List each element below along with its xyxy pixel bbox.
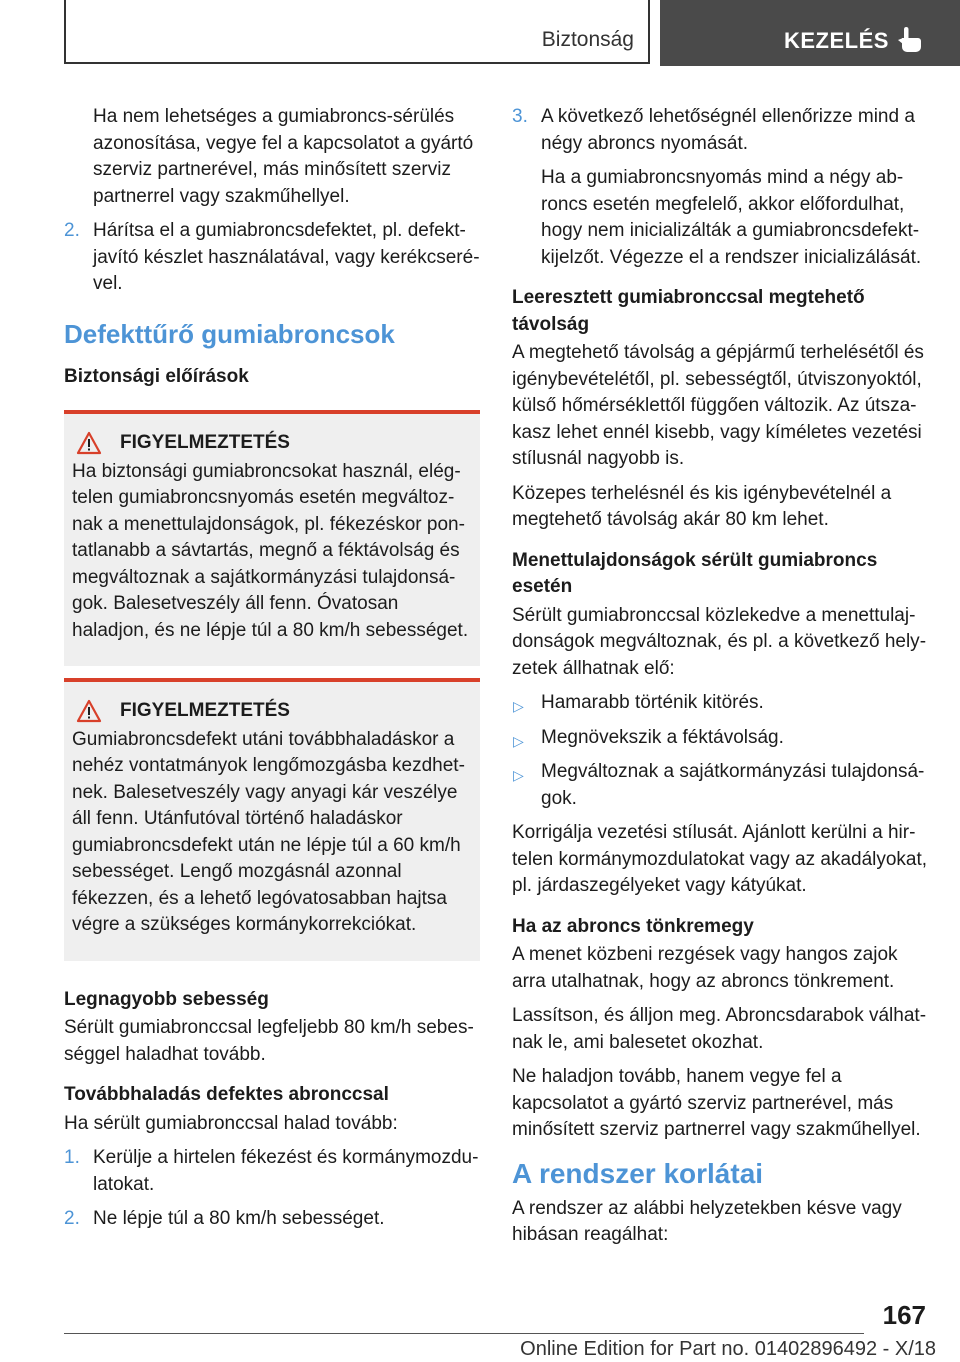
warning-triangle-icon [76,699,102,723]
edition-footer: Online Edition for Part no. 01402896492 - X/18 [520,1338,936,1360]
paragraph: Közepes terhelésnél és kis igénybevételnél a megtehető távolság akár 80 km lehet. [512,482,892,530]
section-heading: A rendszer korlátai [512,1157,764,1189]
list-number: 1. [64,1147,80,1168]
bullet-item [512,690,928,717]
list-item [64,1206,480,1233]
step-1-continuation: Ha nem lehetséges a gumiabroncs-sérülés azonosítása, vegye fel a kapcsolatot a gyártó szerviz partnerével, más minősített szerviz partnerrel vagy szakműhellyel. [93,106,474,207]
warning-text: Ha biztonsági gumiabroncsokat használ, elégtelen gumiabroncsnyomás esetén megváltoznak a menettulajdonságok, pl. fékezéskor pontatlanabb a sávtartás, megnő a féktávolság és megváltoznak a sajátkormányzási tulajdonságok. Balesetveszély áll fenn. Óvatosan haladjon, és ne lépje túl a 80 km/h sebességet. [72,460,469,641]
triangle-bullet-icon: ▷ [513,698,524,714]
section-heading: Defekttűrő gumiabroncsok [64,318,395,349]
header-section-box [64,0,650,64]
list-text: Kerülje a hirtelen fékezést és kormánymozdulatokat. [93,1147,479,1195]
page-number: 167 [882,1300,926,1330]
subheading: Ha az abroncs tönkremegy [512,915,754,937]
paragraph: Sérült gumiabronccsal közlekedve a menettulajdonságok megváltoznak, és pl. a következő helyzetek állhatnak elő: [512,604,927,679]
triangle-bullet-icon: ▷ [513,732,524,749]
hand-pointer-icon [894,24,924,54]
chapter-tab[interactable] [660,0,960,66]
subheading: Leeresztett gumiabronccsal megtehető távolság [512,287,865,335]
list-text: Ne lépje túl a 80 km/h sebességet. [93,1208,385,1229]
warning-header [72,698,472,725]
paragraph: Korrigálja vezetési stílusát. Ajánlott kerülni a hirtelen kormánymozdulatokat vagy az akadályokat, pl. járdaszegélyeket vagy kátyúkat. [512,822,928,896]
list-number: 2. [64,1208,80,1229]
list-number: 2. [64,220,80,241]
warning-box [64,678,480,961]
list-item [512,104,928,157]
warning-triangle-icon [76,431,102,455]
bullet-item [512,759,928,812]
warning-header [72,430,472,457]
subheading: Továbbhaladás defektes abronccsal [64,1084,389,1105]
bullet-item [512,725,928,752]
warning-title: FIGYELMEZTETÉS [120,432,290,453]
paragraph: Ne haladjon tovább, hanem vegye fel a kapcsolatot a gyártó szerviz partnerével, más minősített szerviz partnerrel vagy szakműhellyel. [512,1066,921,1140]
bullet-text: Megnövekszik a féktávolság. [541,726,784,748]
paragraph: Lassítson, és álljon meg. Abroncsdarabok válhatnak le, ami balesetet okozhat. [512,1005,927,1053]
warning-box [64,410,480,666]
left-column [64,104,480,1241]
subheading: Menettulajdonságok sérült gumiabroncs esetén [512,549,878,597]
subheading: Biztonsági előírások [64,365,249,387]
section-title: Biztonság [541,28,634,51]
bullet-text: Megváltoznak a sajátkormányzási tulajdonságok. [541,761,925,809]
list-item [64,218,480,298]
paragraph: Ha sérült gumiabronccsal halad tovább: [64,1112,398,1134]
paragraph: A menet közbeni rezgések vagy hangos zajok arra utalhatnak, hogy az abroncs tönkrement. [512,944,898,992]
bullet-text: Hamarabb történik kitörés. [541,692,764,713]
triangle-bullet-icon: ▷ [513,767,524,783]
list-text: A következő lehetőségnél ellenőrizze mind a négy abroncs nyomását. [541,106,915,154]
paragraph: A megtehető távolság a gépjármű terhelésétől és igénybevételétől, pl. sebességtől, útviszonyoktól, külső hőmérséklettől függően változik. Az útszakasz lehet ennél kisebb, vagy kíméletes vezetési stílusnál nagyobb is. [512,342,924,469]
warning-text: Gumiabroncsdefekt utáni továbbhaladáskor a nehéz vontatmányok lengőmozgásba kezdhetnek. Balesetveszély vagy anyagi kár veszélye áll fenn. Utánfutóval történő haladáskor gumiabroncsdefekt után ne lépje túl a 60 km/h sebességet. Lengő mozgásnál azonnal fékezzen, és a lehető legóvatosabban hajtsa végre a szükséges kormánykorrekciókat. [72,728,465,935]
list-text: Hárítsa el a gumiabroncsdefektet, pl. defektjavító készlet használatával, vagy kerékcserével. [93,220,480,294]
footer-divider [64,1333,864,1334]
right-column [512,104,928,1257]
list-number: 3. [512,106,528,127]
warning-title: FIGYELMEZTETÉS [120,700,290,721]
paragraph: A rendszer az alábbi helyzetekben késve vagy hibásan reagálhat: [512,1197,902,1245]
subheading: Legnagyobb sebesség [64,988,269,1010]
chapter-title: KEZELÉS [784,28,889,53]
list-item [64,1145,480,1198]
list-subtext: Ha a gumiabroncsnyomás mind a négy abroncs esetén megfelelő, akkor előfordulhat, hogy nem inicializálták a gumiabroncsdefektkijelzőt. Végezze el a rendszer inicializálását. [541,167,922,268]
paragraph: Sérült gumiabronccsal legfeljebb 80 km/h sebességgel haladhat tovább. [64,1017,474,1065]
